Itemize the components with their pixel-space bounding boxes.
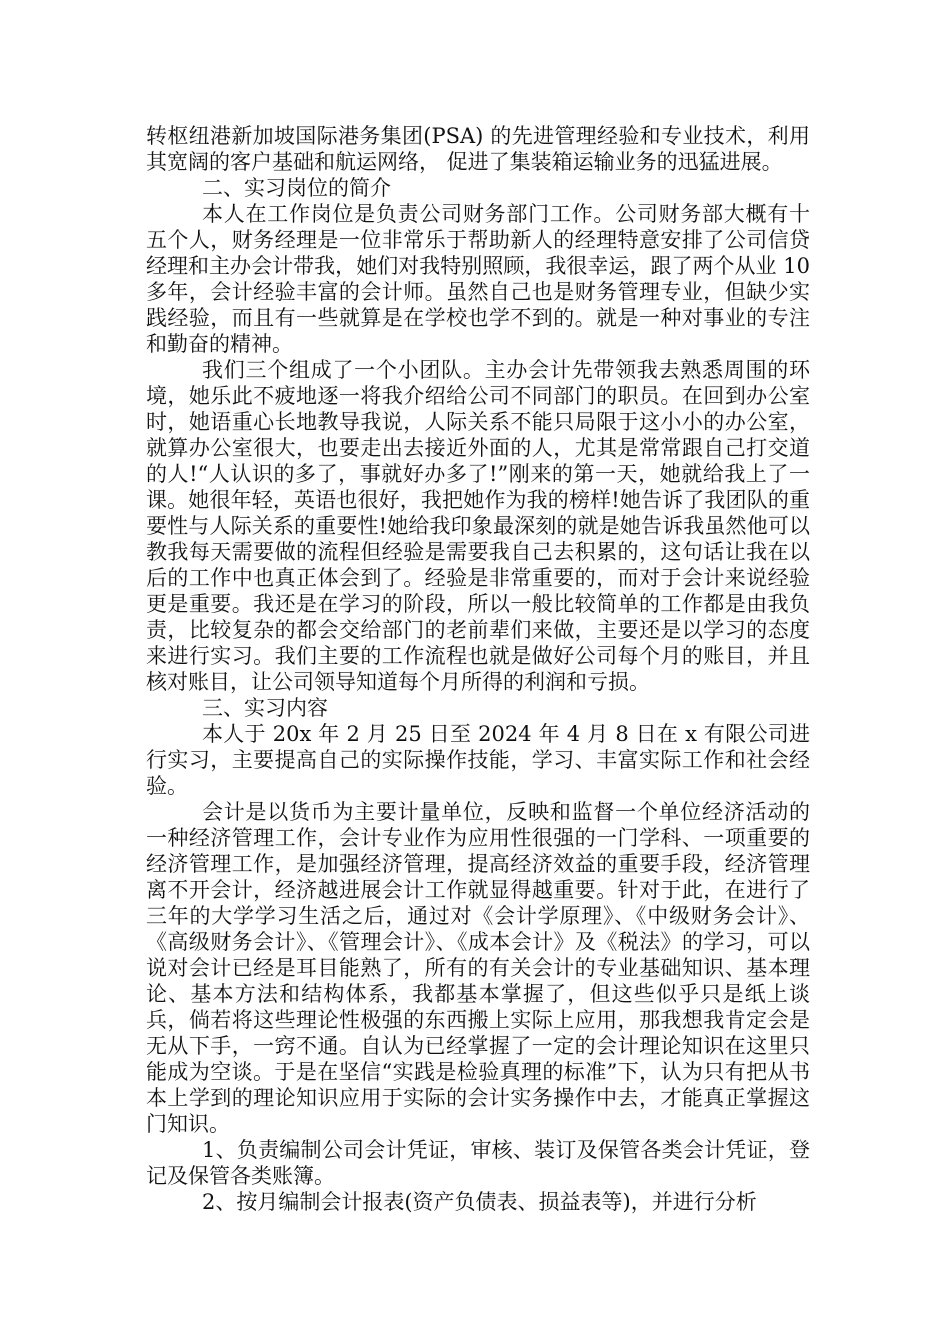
section-heading-internship-position: 二、实习岗位的简介 bbox=[202, 176, 391, 200]
paragraph-position-description: 本人在工作岗位是负责公司财务部门工作。公司财务部大概有十五个人，财务经理是一位非常乐于帮助新人的经理特意安排了公司信贷经理和主办会计带我，她们对我特别照顾，我很幸运，跟了两个从业 10 多年，会计经验丰富的会计师。虽然自己也是财务管理专业，但缺少实践经验，而且有一些就算是在学校也学不到的。就是一种对事业的专注和勤奋的精神。 bbox=[146, 202, 810, 356]
paragraph-duty-1: 1、负责编制公司会计凭证，审核、装订及保管各类会计凭证，登记及保管各类账簿。 bbox=[146, 1138, 810, 1188]
paragraph-intro-continued: 转枢纽港新加坡国际港务集团(PSA) 的先进管理经验和专业技术，利用其宽阔的客户基础和航运网络， 促进了集装箱运输业务的迅猛进展。 bbox=[146, 124, 810, 174]
section-heading-internship-content: 三、实习内容 bbox=[202, 696, 328, 720]
document-body bbox=[146, 123, 810, 1215]
paragraph-duty-2: 2、按月编制会计报表(资产负债表、损益表等)，并进行分析 bbox=[202, 1190, 757, 1214]
paragraph-internship-period: 本人于 20x 年 2 月 25 日至 2024 年 4 月 8 日在 x 有限公司进行实习，主要提高自己的实际操作技能，学习、丰富实际工作和社会经验。 bbox=[146, 722, 810, 798]
paragraph-accounting-overview: 会计是以货币为主要计量单位，反映和监督一个单位经济活动的一种经济管理工作，会计专业作为应用性很强的一门学科、一项重要的经济管理工作，是加强经济管理，提高经济效益的重要手段，经济管理离不开会计，经济越进展会计工作就显得越重要。针对于此，在进行了三年的大学学习生活之后，通过对《会计学原理》、《中级财务会计》、《高级财务会计》、《管理会计》、《成本会计》及《税法》的学习，可以说对会计已经是耳目能熟了，所有的有关会计的专业基础知识、基本理论、基本方法和结构体系，我都基本掌握了，但这些似乎只是纸上谈兵，倘若将这些理论性极强的东西搬上实际上应用，那我想我肯定会是无从下手，一窍不通。自认为已经掌握了一定的会计理论知识在这里只能成为空谈。于是在坚信“实践是检验真理的标准”下，认为只有把从书本上学到的理论知识应用于实际的会计实务操作中去，才能真正掌握这门知识。 bbox=[146, 800, 810, 1136]
paragraph-team-experience: 我们三个组成了一个小团队。主办会计先带领我去熟悉周围的环境，她乐此不疲地逐一将我介绍给公司不同部门的职员。在回到办公室时，她语重心长地教导我说，人际关系不能只局限于这小小的办公室，就算办公室很大，也要走出去接近外面的人，尤其是常常跟自己打交道的人!“人认识的多了，事就好办多了!”刚来的第一天，她就给我上了一课。她很年轻，英语也很好，我把她作为我的榜样!她告诉了我团队的重要性与人际关系的重要性!她给我印象最深刻的就是她告诉我虽然他可以教我每天需要做的流程但经验是需要我自己去积累的，这句话让我在以后的工作中也真正体会到了。经验是非常重要的，而对于会计来说经验更是重要。我还是在学习的阶段，所以一般比较简单的工作都是由我负责，比较复杂的都会交给部门的老前辈们来做，主要还是以学习的态度来进行实习。我们主要的工作流程也就是做好公司每个月的账目，并且核对账目，让公司领导知道每个月所得的利润和亏损。 bbox=[146, 358, 810, 694]
